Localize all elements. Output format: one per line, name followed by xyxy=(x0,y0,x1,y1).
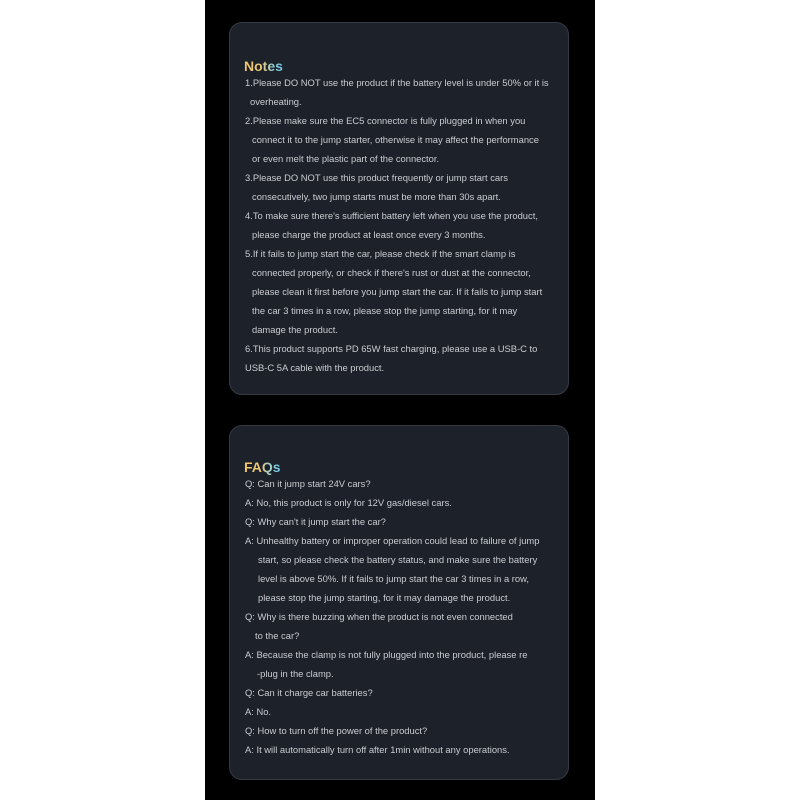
note-line: 4.To make sure there's sufficient battery left when you use the product, xyxy=(245,210,538,221)
note-line: or even melt the plastic part of the connector. xyxy=(252,153,440,164)
note-line: 1.Please DO NOT use the product if the battery level is under 50% or it is xyxy=(245,77,549,88)
note-line: connect it to the jump starter, otherwise it may affect the performance xyxy=(252,134,539,145)
faq-line: Q: Why can't it jump start the car? xyxy=(245,516,386,527)
notes-title: Notes xyxy=(244,57,283,74)
faq-line: Q: Can it jump start 24V cars? xyxy=(245,478,371,489)
notes-card xyxy=(229,22,569,395)
faqs-card xyxy=(229,425,569,780)
note-line: damage the product. xyxy=(252,324,338,335)
note-line: the car 3 times in a row, please stop the jump starting, for it may xyxy=(252,305,518,316)
page-background xyxy=(205,0,595,800)
note-line: 5.If it fails to jump start the car, please check if the smart clamp is xyxy=(245,248,516,259)
note-line: please clean it first before you jump start the car. If it fails to jump start xyxy=(252,286,543,297)
note-line: please charge the product at least once every 3 months. xyxy=(252,229,486,240)
faq-line: to the car? xyxy=(255,630,300,641)
note-line: overheating. xyxy=(250,96,302,107)
faq-line: -plug in the clamp. xyxy=(257,668,334,679)
faq-line: please stop the jump starting, for it may damage the product. xyxy=(258,592,511,603)
faq-line: start, so please check the battery status, and make sure the battery xyxy=(258,554,538,565)
note-line: 2.Please make sure the EC5 connector is fully plugged in when you xyxy=(245,115,526,126)
note-line: connected properly, or check if there's rust or dust at the connector, xyxy=(252,267,531,278)
faq-line: A: No. xyxy=(245,706,272,717)
faq-line: A: Because the clamp is not fully plugged into the product, please re xyxy=(245,649,528,660)
faq-line: A: It will automatically turn off after 1min without any operations. xyxy=(245,744,510,755)
faqs-list xyxy=(245,474,562,759)
note-line: 6.This product supports PD 65W fast charging, please use a USB-C to xyxy=(245,343,538,354)
note-line: USB-C 5A cable with the product. xyxy=(245,362,385,373)
notes-list xyxy=(245,73,562,377)
faq-line: A: Unhealthy battery or improper operation could lead to failure of jump xyxy=(245,535,540,546)
faq-line: Q: Why is there buzzing when the product is not even connected xyxy=(245,611,513,622)
note-line: 3.Please DO NOT use this product frequently or jump start cars xyxy=(245,172,508,183)
note-line: consecutively, two jump starts must be more than 30s apart. xyxy=(252,191,501,202)
faq-line: Q: Can it charge car batteries? xyxy=(245,687,373,698)
faq-line: level is above 50%. If it fails to jump start the car 3 times in a row, xyxy=(258,573,529,584)
faq-line: A: No, this product is only for 12V gas/diesel cars. xyxy=(245,497,452,508)
faqs-title: FAQs xyxy=(244,458,281,475)
faq-line: Q: How to turn off the power of the product? xyxy=(245,725,428,736)
